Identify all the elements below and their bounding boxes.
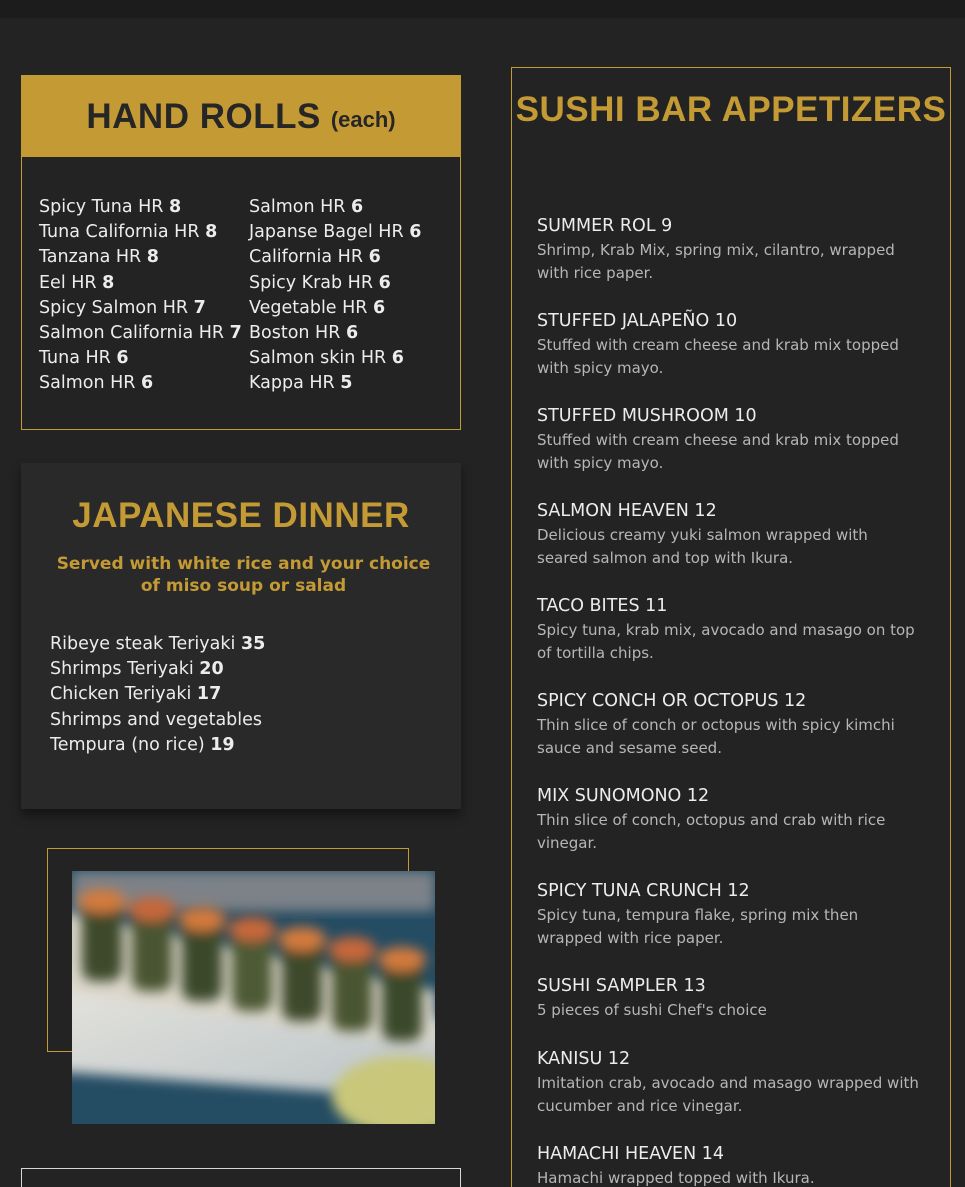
hand-roll-item [39,296,249,321]
appetizer-item [537,310,922,405]
hand-roll-item [249,296,459,321]
item-name: Shrimps Teriyaki [50,659,194,680]
item-price: 6 [373,297,386,318]
hand-rolls-section [21,75,461,430]
item-price: 7 [229,323,242,344]
appetizer-name: SPICY TUNA CRUNCH 12 [537,881,750,901]
appetizer-description: Delicious creamy yuki salmon wrapped with seared salmon and top with Ikura. [537,526,868,567]
item-price: 8 [146,247,159,268]
dinner-item [50,657,265,682]
item-name: Kappa HR [249,373,335,394]
sushi-bar-title [512,85,950,134]
next-section-box [21,1168,461,1187]
japanese-dinner-title: JAPANESE DINNER [72,496,410,535]
dinner-item [50,733,265,758]
appetizer-description: Shrimp, Krab Mix, spring mix, cilantro, wrapped with rice paper. [537,241,895,282]
item-price: 5 [340,373,353,394]
item-price: 17 [196,684,222,705]
hand-rolls-title: HAND ROLLS [86,96,321,136]
appetizer-item [537,215,922,310]
item-price: 7 [193,297,206,318]
sushi-roll-illustration [72,871,435,1124]
appetizer-description: Imitation crab, avocado and masago wrapped with cucumber and rice vinegar. [537,1074,919,1115]
hand-roll-item [249,245,459,270]
item-name: Eel HR [39,272,97,293]
hand-roll-item [249,346,459,371]
appetizer-name: STUFFED MUSHROOM 10 [537,406,757,426]
hand-rolls-columns [39,195,459,397]
appetizer-item [537,880,922,975]
hand-roll-item [39,271,249,296]
dinner-item [50,708,265,733]
dinner-item [50,632,265,657]
japanese-dinner-section [21,463,461,809]
appetizer-description: Thin slice of conch, octopus and crab with rice vinegar. [537,811,886,852]
appetizer-item [537,595,922,690]
item-name: Ribeye steak Teriyaki [50,634,236,654]
sushi-bar-title-text: SUSHI BAR APPETIZERS [515,90,947,129]
item-price: 6 [391,348,404,369]
appetizer-name: SPICY CONCH OR OCTOPUS 12 [537,691,807,711]
item-name: Spicy Tuna HR [39,197,164,217]
hand-roll-item [39,220,249,245]
sushi-bar-list [537,215,922,1187]
dinner-item [50,682,265,707]
appetizer-item [537,500,922,595]
item-name: Salmon California HR [39,323,225,344]
appetizer-name: TACO BITES 11 [537,596,668,616]
appetizer-item [537,405,922,500]
appetizer-description: Spicy tuna, krab mix, avocado and masago on top of tortilla chips. [537,621,915,662]
appetizer-item [537,690,922,785]
appetizer-description: Thin slice of conch or octopus with spicy kimchi sauce and sesame seed. [537,716,895,757]
item-name: Tanzana HR [39,247,142,268]
item-price: 6 [345,323,359,344]
item-price: 6 [351,197,364,217]
japanese-dinner-subtitle: Served with white rice and your choice of miso soup or salad [56,554,431,596]
item-price: 6 [141,373,154,394]
appetizer-item [537,1048,922,1143]
japanese-dinner-list [50,632,265,758]
hand-roll-item [249,321,459,346]
appetizer-name: HAMACHI HEAVEN 14 [537,1144,725,1164]
sushi-bar-appetizers-section [511,67,951,1187]
appetizer-name: KANISU 12 [537,1049,631,1069]
item-price: 6 [368,247,381,268]
item-name: Spicy Salmon HR [39,297,189,318]
appetizer-description: 5 pieces of sushi Chef's choice [537,1001,767,1019]
hand-roll-item [249,271,459,296]
appetizer-description: Hamachi wrapped topped with Ikura. [537,1169,815,1187]
appetizer-name: SUSHI SAMPLER 13 [537,976,706,996]
item-name: Boston HR [249,323,341,344]
hand-roll-item [39,321,249,346]
item-price: 8 [205,222,218,243]
appetizer-item [537,975,922,1048]
appetizer-description: Stuffed with cream cheese and krab mix topped with spicy mayo. [537,336,899,377]
appetizer-description: Stuffed with cream cheese and krab mix topped with spicy mayo. [537,431,899,472]
item-price: 20 [199,659,224,680]
appetizer-name: SUMMER ROL 9 [537,216,673,236]
hand-rolls-subtitle: (each) [330,106,396,132]
hand-rolls-left-column [39,195,249,397]
item-price: 19 [210,734,235,755]
item-price: 6 [409,222,422,243]
item-name: Salmon HR [39,373,136,394]
hand-roll-item [249,195,459,220]
item-name: California HR [249,247,363,268]
appetizer-item [537,785,922,880]
hand-rolls-header [22,76,460,157]
hand-roll-item [39,195,249,220]
sushi-roll-photo [72,871,435,1124]
item-name: Japanse Bagel HR [249,222,404,243]
appetizer-description: Spicy tuna, tempura flake, spring mix then wrapped with rice paper. [537,906,859,947]
hand-roll-item [249,371,459,396]
item-name: Tempura (no rice) [50,734,205,755]
appetizer-item [537,1143,922,1187]
item-price: 6 [378,272,391,293]
item-price: 8 [169,197,182,217]
item-name: Tuna California HR [39,222,200,243]
appetizer-name: SALMON HEAVEN 12 [537,501,717,521]
hand-roll-item [249,220,459,245]
item-price: 6 [116,348,129,369]
item-name: Shrimps and vegetables [50,709,263,730]
hand-roll-item [39,346,249,371]
appetizer-name: STUFFED JALAPEÑO 10 [537,311,738,331]
hand-roll-item [39,245,249,270]
hand-rolls-right-column [249,195,459,397]
item-price: 35 [240,634,266,654]
item-name: Salmon HR [249,197,346,217]
item-name: Chicken Teriyaki [50,684,192,705]
item-name: Spicy Krab HR [249,272,374,293]
top-bar [0,0,965,18]
item-name: Salmon skin HR [249,348,387,369]
appetizer-name: MIX SUNOMONO 12 [537,786,710,806]
hand-roll-item [39,371,249,396]
item-name: Vegetable HR [249,297,368,318]
item-name: Tuna HR [39,348,111,369]
item-price: 8 [102,272,115,293]
